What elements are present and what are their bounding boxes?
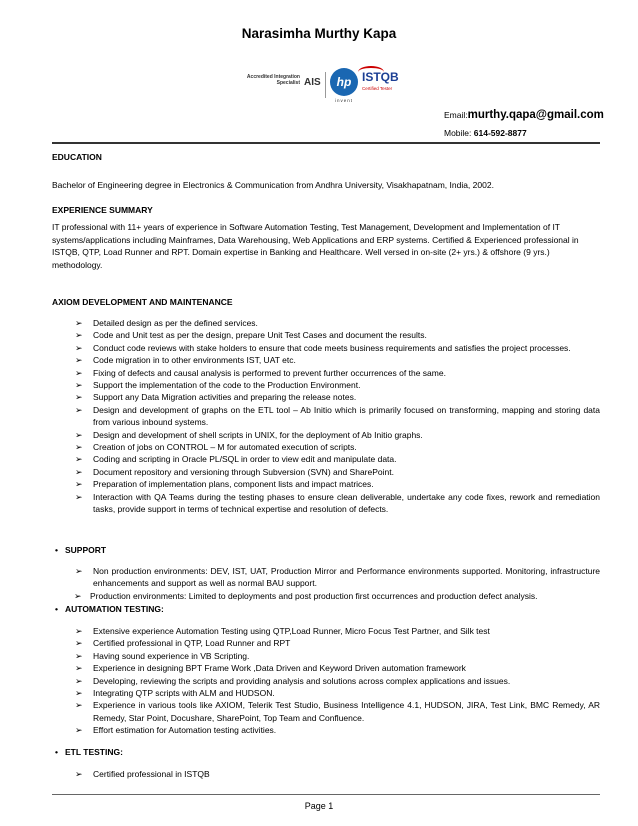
list-item	[0, 404, 638, 429]
arrow-bullet-icon: ➢	[75, 638, 83, 649]
list-item-text: Production environments: Limited to deployments and post production first occurrences and production defect analysis.	[90, 590, 538, 601]
bullet-icon: •	[55, 747, 58, 757]
hp-logo: hp	[330, 68, 358, 96]
summary-heading: EXPERIENCE SUMMARY	[52, 205, 153, 215]
arrow-bullet-icon: ➢	[75, 663, 83, 674]
list-item-text: Support any Data Migration activities and preparing the release notes.	[93, 392, 357, 403]
list-item-text: Document repository and versioning through Subversion (SVN) and SharePoint.	[93, 466, 394, 477]
istqb-logo: ISTQB	[362, 70, 399, 84]
arrow-bullet-icon: ➢	[75, 318, 83, 328]
contact-mobile	[444, 128, 527, 138]
education-heading: EDUCATION	[52, 152, 102, 162]
list-item	[0, 478, 638, 490]
arrow-bullet-icon: ➢	[75, 688, 83, 699]
bullet-icon: •	[55, 545, 58, 555]
list-item	[0, 391, 638, 403]
list-item	[0, 379, 638, 391]
arrow-bullet-icon: ➢	[75, 725, 83, 736]
arrow-bullet-icon: ➢	[75, 392, 83, 403]
list-item	[0, 329, 638, 341]
arrow-bullet-icon: ➢	[75, 479, 83, 490]
etl-heading: • ETL TESTING:	[55, 747, 123, 757]
automation-list	[0, 625, 638, 737]
list-item	[0, 662, 638, 674]
list-item-text: Experience in designing BPT Frame Work ,Data Driven and Keyword Driven automation framework	[93, 663, 466, 674]
arrow-bullet-icon: ➢	[75, 380, 83, 391]
arrow-bullet-icon: ➢	[74, 590, 82, 601]
hp-invent-tagline: invent	[334, 98, 353, 103]
arrow-bullet-icon: ➢	[75, 342, 83, 353]
arrow-bullet-icon: ➢	[75, 491, 83, 502]
arrow-bullet-icon: ➢	[75, 700, 83, 711]
list-item	[0, 342, 638, 354]
list-item	[0, 466, 638, 478]
list-item-text: Extensive experience Automation Testing using QTP,Load Runner, Micro Focus Test Partner, and Silk test	[93, 626, 490, 636]
arrow-bullet-icon: ➢	[75, 330, 83, 341]
list-item-text: Interaction with QA Teams during the testing phases to ensure clean deliverable, undertake any code fixes, rework and remediation tasks, provide support in terms of technical expertise and resolution of defects.	[93, 491, 600, 515]
ais-logo: AIS	[304, 77, 321, 88]
list-item-text: Certified professional in QTP, Load Runner and RPT	[93, 638, 291, 649]
contact-email	[444, 109, 604, 121]
list-item-text: Support the implementation of the code to the Production Environment.	[93, 380, 361, 391]
arrow-bullet-icon: ➢	[75, 429, 83, 440]
list-item	[0, 453, 638, 465]
automation-heading: • AUTOMATION TESTING:	[55, 604, 164, 614]
list-item	[0, 367, 638, 379]
mobile-label: Mobile:	[444, 128, 472, 138]
mobile-value: 614-592-8877	[473, 128, 527, 138]
list-item	[0, 590, 638, 602]
list-item-text: Code and Unit test as per the design, prepare Unit Test Cases and document the results.	[93, 330, 427, 341]
list-item-text: Effort estimation for Automation testing activities.	[93, 725, 277, 736]
email-label: Email:	[444, 110, 468, 120]
list-item-text: Design and development of graphs on the ETL tool – Ab Initio which is primarily focused on transforming, mapping and storing data from various inbound systems.	[93, 404, 600, 428]
arrow-bullet-icon: ➢	[75, 367, 83, 378]
list-item	[0, 650, 638, 662]
page-number: Page 1	[304, 801, 334, 811]
list-item	[0, 768, 638, 780]
list-item	[0, 565, 638, 590]
list-item-text: Creation of jobs on CONTROL – M for automated execution of scripts.	[93, 442, 357, 453]
list-item-text: Developing, reviewing the scripts and providing analysis and solutions across complex applications and issues.	[93, 675, 511, 686]
arrow-bullet-icon: ➢	[75, 454, 83, 465]
arrow-bullet-icon: ➢	[75, 404, 83, 415]
list-item-text: Detailed design as per the defined services.	[93, 318, 258, 328]
list-item	[0, 699, 638, 724]
support-heading: • SUPPORT	[55, 545, 107, 555]
list-item	[0, 625, 638, 637]
certification-logos	[238, 64, 418, 108]
footer-divider	[52, 794, 600, 795]
arrow-bullet-icon: ➢	[75, 466, 83, 477]
arrow-bullet-icon: ➢	[75, 769, 83, 779]
list-item	[0, 675, 638, 687]
arrow-bullet-icon: ➢	[75, 650, 83, 661]
candidate-name: Narasimha Murthy Kapa	[241, 26, 397, 41]
axiom-list	[0, 317, 638, 516]
list-item-text: Coding and scripting in Oracle PL/SQL in order to view edit and manipulate data.	[93, 454, 397, 465]
list-item-text: Experience in various tools like AXIOM, Telerik Test Studio, Business Intelligence 4.1, HUDSON, JIRA, Test Link, BMC Remedy, AR Remedy, Star Point, Docushare, SharePoint, Top Team and Confluence.	[93, 700, 600, 723]
list-item	[0, 354, 638, 366]
list-item-text: Code migration in to other environments IST, UAT etc.	[93, 355, 296, 366]
list-item-text: Design and development of shell scripts in UNIX, for the deployment of Ab Initio graphs.	[93, 429, 423, 440]
arrow-bullet-icon: ➢	[75, 566, 83, 576]
arrow-bullet-icon: ➢	[75, 442, 83, 453]
arrow-bullet-icon: ➢	[75, 626, 83, 636]
list-item-text: Integrating QTP scripts with ALM and HUDSON.	[93, 688, 275, 699]
logo-divider	[325, 72, 326, 98]
education-text: Bachelor of Engineering degree in Electronics & Communication from Andhra University, Visakhapatnam, India, 2002.	[52, 180, 494, 190]
arrow-bullet-icon: ➢	[75, 675, 83, 686]
email-value[interactable]: murthy.qapa@gmail.com	[467, 109, 604, 121]
axiom-heading: AXIOM DEVELOPMENT AND MAINTENANCE	[52, 297, 233, 307]
accredited-specialist-logo: Accredited Integration Specialist	[246, 74, 300, 86]
list-item-text: Conduct code reviews with stake holders to ensure that code meets business requirements and satisfies the project processes.	[93, 342, 571, 353]
summary-text: IT professional with 11+ years of experience in Software Automation Testing, Test Management, Development and Implementation of IT systems/applications including Mainframes, Data Warehousing, Web Applications and ERP systems. Certified & Experienced professional in ISTQB, QTP, Load Runner and RPT. Domain expertise in Banking and Healthcare. Well versed in on-site (2+ yrs.) & offshore (9 yrs.) methodology.	[52, 222, 579, 270]
istqb-logo-subtitle: Certified Tester	[362, 86, 393, 91]
support-list	[0, 565, 638, 602]
list-item	[0, 491, 638, 516]
bullet-icon: •	[55, 604, 58, 614]
list-item	[0, 441, 638, 453]
list-item-text: Preparation of implementation plans, component lists and impact matrices.	[93, 479, 374, 490]
list-item-text: Fixing of defects and causal analysis is performed to prevent further occurrences of the same.	[93, 367, 446, 378]
header-divider	[52, 142, 600, 144]
list-item-text: Certified professional in ISTQB	[93, 769, 210, 779]
list-item	[0, 317, 638, 329]
list-item	[0, 687, 638, 699]
etl-list	[0, 768, 638, 780]
list-item	[0, 429, 638, 441]
list-item	[0, 724, 638, 736]
list-item	[0, 637, 638, 649]
arrow-bullet-icon: ➢	[75, 355, 83, 366]
list-item-text: Having sound experience in VB Scripting.	[93, 650, 250, 661]
list-item-text: Non production environments: DEV, IST, UAT, Production Mirror and Performance environments supported. Monitoring, infrastructure enhancements and support as well as normal BAU support.	[93, 566, 600, 589]
